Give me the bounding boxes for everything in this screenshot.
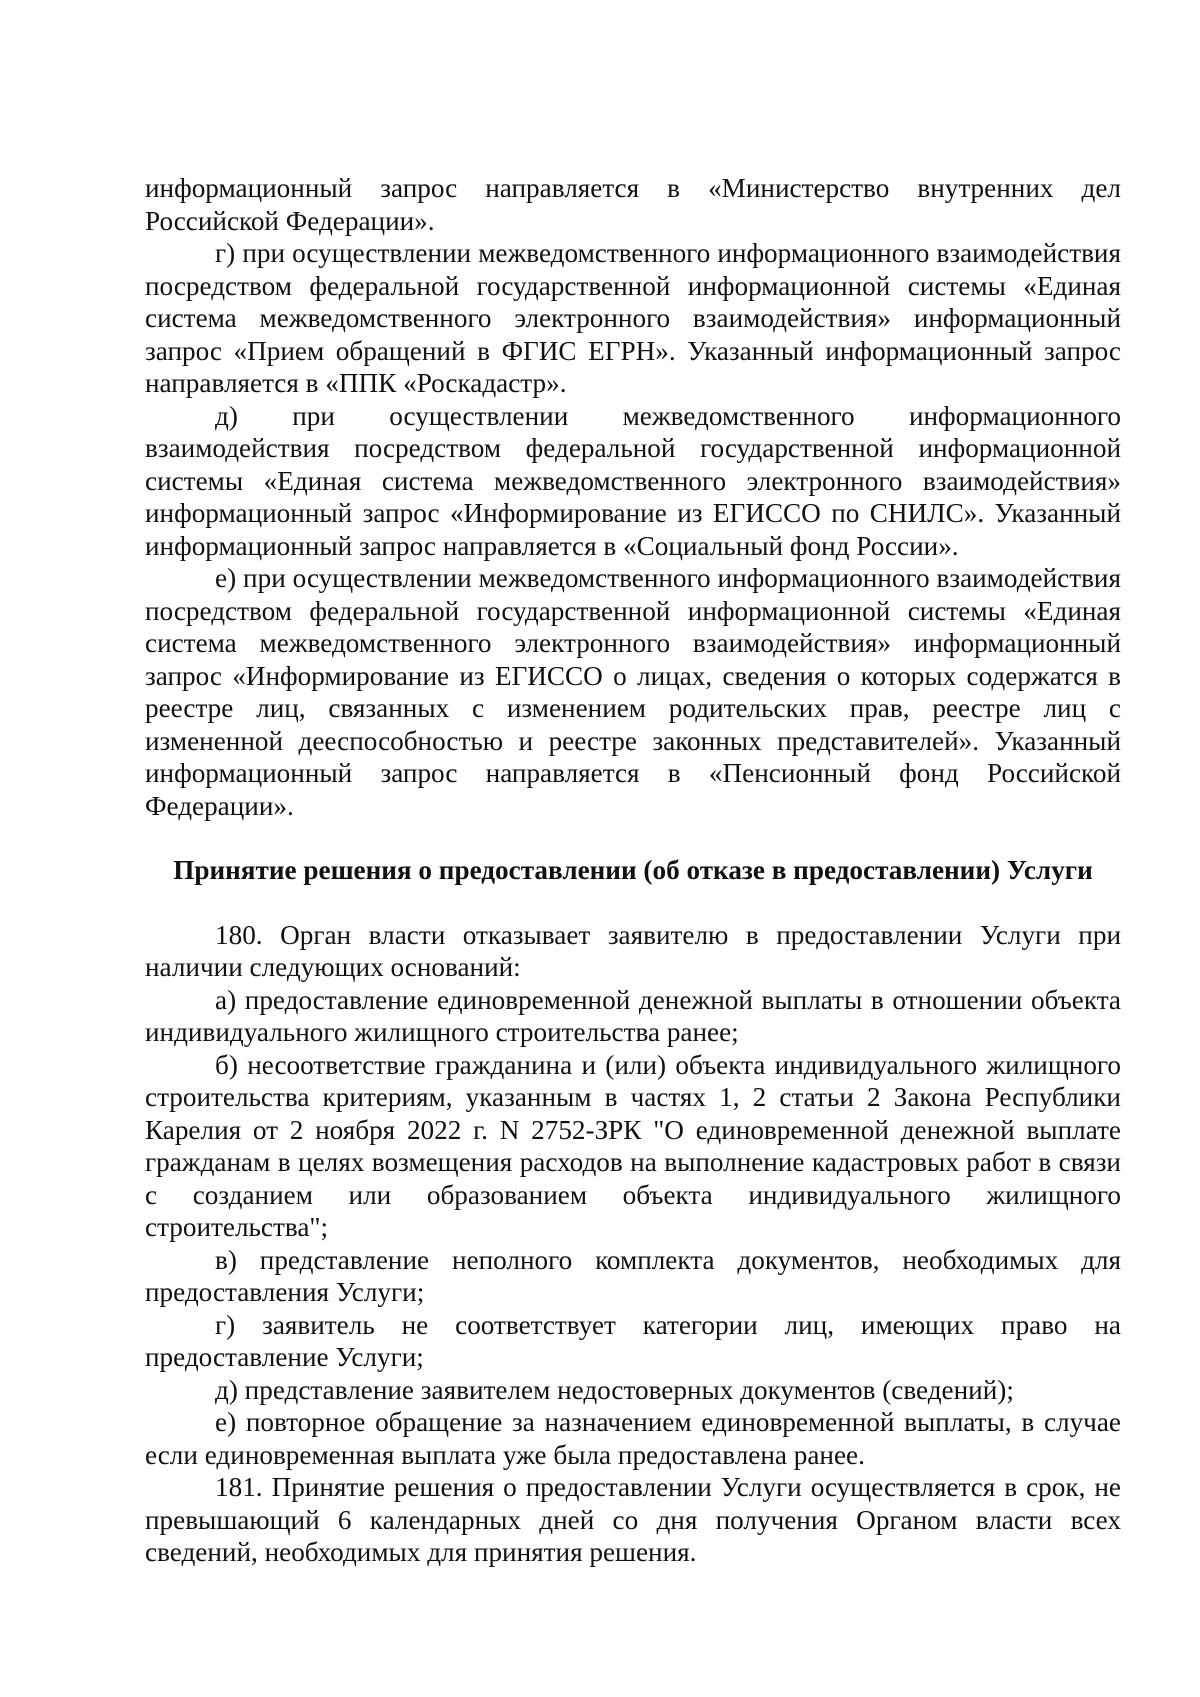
- paragraph-181: 181. Принятие решения о предоставлении Услуги осуществляется в срок, не превышающий 6 календарных дней со дня получения Органом власти всех сведений, необходимых для принятия решения.: [145, 1472, 1121, 1567]
- paragraph-180-g: г) заявитель не соответствует категории лиц, имеющих право на предоставление Услуги;: [145, 1309, 1121, 1372]
- paragraph-item-d: д) при осуществлении межведомственного информационного взаимодействия посредством федеральной государственной информационной системы «Единая система межведомственного электронного взаимодействия» информационный запрос «Информирование из ЕГИССО по СНИЛС». Указанный информационный запрос направляется в «Социальный фонд России».: [145, 400, 1121, 561]
- paragraph-180: 180. Орган власти отказывает заявителю в предоставлении Услуги при наличии следующих оснований:: [145, 919, 1121, 982]
- paragraph-180-d: д) представление заявителем недостоверных документов (сведений);: [215, 1374, 1014, 1405]
- paragraph-item-e: е) при осуществлении межведомственного информационного взаимодействия посредством федеральной государственной информационной системы «Единая система межведомственного электронного взаимодействия» информационный запрос «Информирование из ЕГИССО о лицах, сведения о которых содержатся в реестре лиц, связанных с изменением родительских прав, реестре лиц с измененной дееспособностью и реестре законных представителей». Указанный информационный запрос направляется в «Пенсионный фонд Российской Федерации».: [145, 563, 1121, 821]
- paragraph-item-g: г) при осуществлении межведомственного информационного взаимодействия посредством федеральной государственной информационной системы «Единая система межведомственного электронного взаимодействия» информационный запрос «Прием обращений в ФГИС ЕГРН». Указанный информационный запрос направляется в «ППК «Роскадастр».: [145, 238, 1121, 398]
- paragraph-180-v: в) представление неполного комплекта документов, необходимых для предоставления Услуги;: [145, 1244, 1121, 1307]
- document-page: [145, 172, 1121, 1569]
- section-heading: Принятие решения о предоставлении (об отказе в предоставлении) Услуги: [173, 855, 1093, 885]
- paragraph-180-e: е) повторное обращение за назначением единовременной выплаты, в случае если единовременная выплата уже была предоставлена ранее.: [145, 1407, 1121, 1470]
- paragraph-180-b: б) несоответствие гражданина и (или) объекта индивидуального жилищного строительства критериям, указанным в частях 1, 2 статьи 2 Закона Республики Карелия от 2 ноября 2022 г. N 2752-ЗРК "О единовременной денежной выплате гражданам в целях возмещения расходов на выполнение кадастровых работ в связи с созданием или образованием объекта индивидуального жилищного строительства";: [145, 1049, 1121, 1242]
- paragraph-180-a: а) предоставление единовременной денежной выплаты в отношении объекта индивидуального жилищного строительства ранее;: [145, 984, 1121, 1047]
- paragraph-continuation: информационный запрос направляется в «Министерство внутренних дел Российской Федерации».: [145, 173, 1121, 236]
